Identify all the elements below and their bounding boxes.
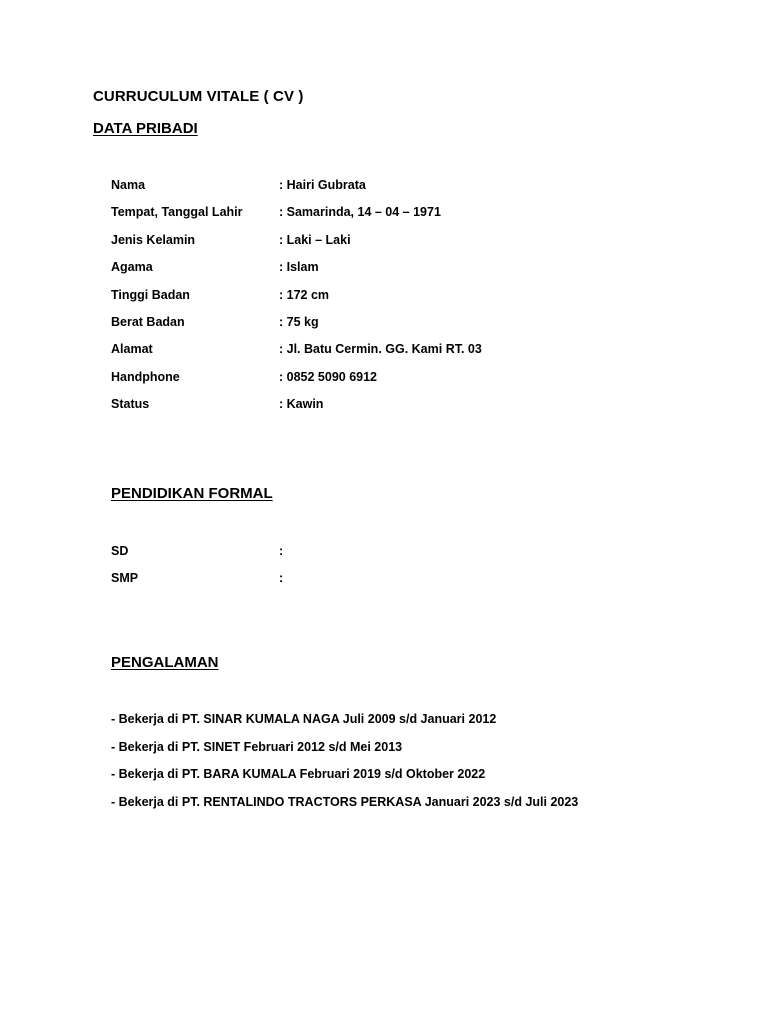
- field-value: :: [279, 571, 284, 586]
- field-value: : 172 cm: [279, 287, 330, 302]
- field-label: Handphone: [111, 369, 180, 384]
- experience-item: - Bekerja di PT. RENTALINDO TRACTORS PERKASA Januari 2023 s/d Juli 2023: [111, 794, 579, 809]
- field-value: : 75 kg: [279, 314, 319, 329]
- field-label: SMP: [111, 571, 139, 586]
- field-label: Berat Badan: [111, 314, 185, 329]
- field-value: : Jl. Batu Cermin. GG. Kami RT. 03: [279, 342, 482, 357]
- field-value: : Kawin: [279, 397, 324, 412]
- field-value: : Hairi Gubrata: [279, 178, 366, 192]
- field-value: : Laki – Laki: [279, 232, 351, 247]
- field-value: : Islam: [279, 260, 319, 275]
- field-label: Status: [111, 397, 150, 412]
- experience-item: - Bekerja di PT. BARA KUMALA Februari 2019 s/d Oktober 2022: [111, 767, 486, 782]
- section-heading-pengalaman: PENGALAMAN: [111, 654, 219, 671]
- field-label: SD: [111, 544, 129, 558]
- section-heading-pendidikan-formal: PENDIDIKAN FORMAL: [111, 485, 273, 502]
- field-label: Tempat, Tanggal Lahir: [111, 205, 243, 220]
- section-heading-data-pribadi: DATA PRIBADI: [93, 120, 198, 137]
- field-value: :: [279, 544, 284, 558]
- document-title: CURRUCULUM VITALE ( CV ): [93, 88, 304, 105]
- experience-item: - Bekerja di PT. SINET Februari 2012 s/d Mei 2013: [111, 739, 403, 754]
- experience-list: [111, 712, 578, 822]
- field-label: Jenis Kelamin: [111, 232, 196, 247]
- experience-item: - Bekerja di PT. SINAR KUMALA NAGA Juli 2009 s/d Januari 2012: [111, 712, 497, 726]
- field-label: Nama: [111, 178, 146, 192]
- field-label: Tinggi Badan: [111, 287, 190, 302]
- field-label: Alamat: [111, 342, 153, 357]
- field-value: : 0852 5090 6912: [279, 369, 378, 384]
- field-label: Agama: [111, 260, 153, 275]
- field-value: : Samarinda, 14 – 04 – 1971: [279, 205, 441, 220]
